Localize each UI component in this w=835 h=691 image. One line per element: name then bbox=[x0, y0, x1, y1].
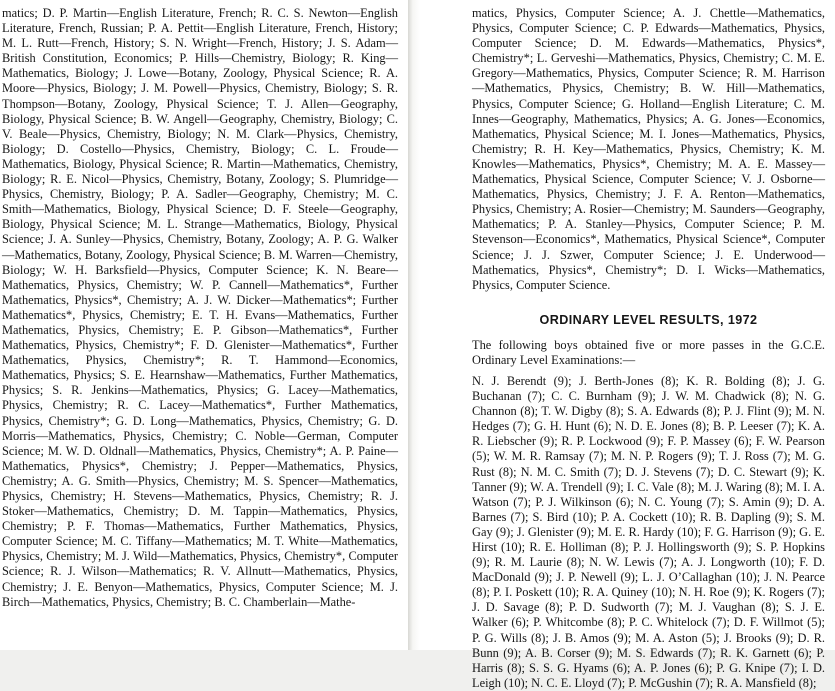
ordinary-level-results-list: N. J. Berendt (9); J. Berth-Jones (8); K. R. Bolding (8); J. G. Buchanan (7); C. C. Burnham (9); J. W. M. Chadwick (8); N. G. Channon (8); T. W. Digby (8); S. A. Edwards (8); P. J. Flint (9); M. N. Hedges (7); G. H. Hunt (6); N. D. E. Jones (8); B. P. Leeser (7); K. A. R. Liebscher (9); R. P. Lockwood (9); F. P. Massey (6); F. W. Pearson (5); W. M. R. Ramsay (7); M. N. P. Rogers (9); T. J. Ross (7); M. G. Rust (8); N. M. C. Smith (7); D. J. Stevens (7); D. C. Stewart (9); K. Tanner (9); W. A. Trendell (9); I. C. Vale (8); M. J. Waring (8); M. I. A. Watson (7); P. J. Wilkinson (6); N. C. Young (7); S. Amin (9); D. A. Barnes (7); S. Bird (10); P. A. Cockett (10); R. B. Dapling (9); S. M. Gay (9); J. Glenister (9); M. E. R. Hardy (10); F. G. Harrison (9); G. E. Hirst (10); R. E. Holliman (8); P. J. Hollingsworth (9); S. P. Hopkins (9); R. M. Laurie (8); N. W. Lewis (7); A. J. Longworth (10); F. D. MacDonald (9); J. P. Newell (9); L. J. O’Callaghan (10); J. N. Pearce (8); P. I. Poskett (10); R. A. Quiney (10); N. H. Roe (9); K. Rogers (7); J. D. Savage (8); P. D. Sudworth (7); M. J. Vaughan (8); S. J. E. Walker (6); P. Whitcombe (8); P. C. Whitelock (7); D. F. Willmot (5); P. G. Wills (8); J. B. Amos (9); M. A. Aston (5); J. Brooks (9); D. R. Bunn (9); A. B. Corser (9); M. S. Edwards (7); R. K. Garnett (6); P. Harris (8); S. S. G. Hyams (6); A. P. Jones (6); P. G. Knipe (7); I. D. Leigh (10); N. C. E. Lloyd (7); P. McGushin (7); R. A. Mansfield (8); bbox=[472, 373, 825, 690]
right-page bbox=[420, 0, 835, 690]
left-page bbox=[0, 0, 408, 650]
advanced-level-results-end: matics, Physics, Computer Science; A. J. Chettle—Mathematics, Physics, Computer Science; C. P. Edwards—Mathematics, Physics, Computer Science; D. M. Edwards—Mathematics, Physics*, Chemistry*; L. Gerveshi—Mathematics, Physics, Chemistry; C. M. E. Gregory—Mathematics, Physics, Computer Science; R. M. Harrison—Mathematics, Physics, Chemistry; B. W. Hill—Mathematics, Physics, Computer Science; G. Holland—English Literature; C. M. Innes—Geography, Mathematics, Physics; A. G. Jones—Economics, Mathematics, Physical Science; M. I. Jones—Mathematics, Physics, Chemistry; R. H. Key—Mathematics, Physics, Chemistry; K. M. Knowles—Mathematics, Physics*, Chemistry; M. A. E. Massey—Mathematics, Physical Science, Computer Science; V. J. Osborne—Mathematics, Physics, Chemistry; J. F. A. Renton—Mathematics, Physics, Chemistry; A. Rosier—Chemistry; M. Saunders—Geography, Mathematics; P. A. Stanley—Physics, Computer Science; P. M. Stevenson—Economics*, Mathematics, Physical Science*, Computer Science; J. J. Szwer, Computer Science; J. E. Underwood—Mathematics, Physics*, Chemistry*; D. I. Wicks—Mathematics, Physics, Computer Science. bbox=[472, 6, 825, 292]
advanced-level-results-continued: matics; D. P. Martin—English Literature, French; R. C. S. Newton—English Literature, French, Russian; P. A. Pettit—English Literature, French, History; M. L. Rutt—French, History; S. N. Wright—French, History; J. S. Adam—British Constitution, Economics; P. Hills—Chemistry, Biology; R. King—Mathematics, Biology; J. Lowe—Botany, Zoology, Physical Science; R. A. Moore—Physics, Biology; J. M. Powell—Physics, Chemistry, Biology; S. R. Thompson—Botany, Zoology, Physical Science; T. J. Allen—Geography, Biology, Physical Science; B. W. Angell—Geography, Chemistry, Biology; C. V. Beale—Physics, Chemistry, Biology; N. M. Clark—Physics, Chemistry, Biology; D. Costello—Physics, Chemistry, Biology; C. L. Froude—Mathematics, Biology, Physical Science; R. Martin—Mathematics, Chemistry, Biology; R. E. Nicol—Physics, Chemistry, Botany, Zoology; S. Plumridge—Physics, Chemistry, Biology; P. A. Sadler—Geography, Chemistry; M. C. Smith—Mathematics, Biology, Physical Science; D. F. Steele—Geography, Biology, Physical Science; M. L. Strange—Mathematics, Biology, Physical Science; J. A. Sunley—Physics, Chemistry, Botany, Zoology; A. P. G. Walker—Mathematics, Botany, Zoology, Physical Science; B. M. Warren—Chemistry, Biology; W. H. Barksfield—Physics, Computer Science; K. N. Beare—Mathematics, Physics, Chemistry; W. P. Cannell—Mathematics*, Further Mathematics, Physics*, Chemistry; A. J. W. Dicker—Mathematics*; Further Mathematics*, Physics, Chemistry; E. T. H. Evans—Mathematics, Further Mathematics, Physics, Chemistry; E. P. Gibson—Mathematics*, Further Mathematics, Physics, Chemistry*; F. D. Glenister—Mathematics*, Further Mathematics, Physics, Chemistry*; R. T. Hammond—Economics, Mathematics, Physics; S. E. Hearnshaw—Mathematics, Further Mathematics, Physics; S. R. Jenkins—Mathematics, Physics; G. Lacey—Mathematics, Physics, Chemistry; R. C. Lacey—Mathematics*, Further Mathematics, Physics, Chemistry*; G. D. Long—Mathematics, Physics, Chemistry; G. D. Morris—Mathematics, Physics, Chemistry; C. Noble—German, Computer Science; M. W. D. Oldnall—Mathematics, Physics, Chemistry*; A. P. Paine—Mathematics, Physics*, Chemistry; J. Pepper—Mathematics, Physics, Chemistry; A. G. Smith—Physics, Chemistry; M. S. Spencer—Mathematics, Physics, Chemistry; H. Stevens—Mathematics, Physics, Chemistry; R. J. Stoker—Mathematics, Chemistry; D. M. Tappin—Mathematics, Physics, Chemistry; P. F. Thomas—Mathematics, Further Mathematics, Physics, Computer Science; M. C. Tiffany—Mathematics; M. T. White—Mathematics, Physics, Chemistry; M. J. Wild—Mathematics, Physics, Chemistry*, Computer Science; R. J. Wilson—Mathematics; R. V. Allnutt—Mathematics, Physics, Chemistry; J. E. Benyon—Mathematics, Physics, Computer Science; M. J. Birch—Mathematics, Physics, Chemistry; B. C. Chamberlain—Mathe- bbox=[2, 6, 398, 609]
section-heading: ORDINARY LEVEL RESULTS, 1972 bbox=[539, 312, 758, 327]
section-intro: The following boys obtained five or more passes in the G.C.E. Ordinary Level Examinations:— bbox=[472, 337, 825, 367]
book-gutter bbox=[408, 0, 420, 650]
